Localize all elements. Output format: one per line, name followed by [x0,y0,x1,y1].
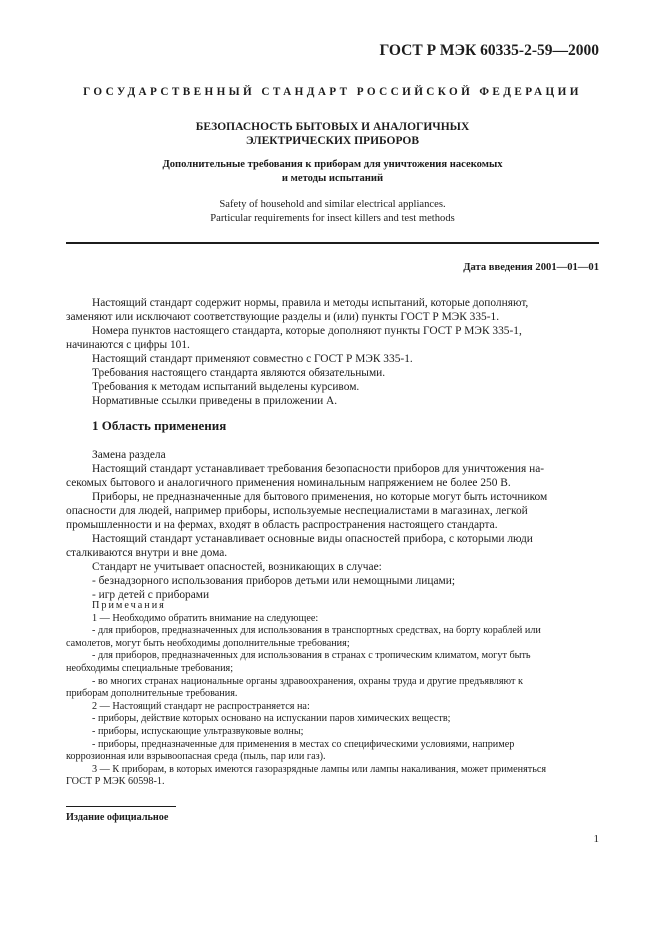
section-heading: 1 Область применения [92,418,227,433]
intro-line: Требования к методам испытаний выделены курсивом. [92,381,360,393]
note-line: ГОСТ Р МЭК 60598-1. [66,776,165,788]
title-divider [66,242,599,244]
english-title-line: Safety of household and similar electrical appliances. [219,199,446,210]
note-line: необходимы специальные требования; [66,662,234,674]
note-line: самолетов, могут быть необходимы дополнительные требования; [66,637,350,649]
main-title-line: ЭЛЕКТРИЧЕСКИХ ПРИБОРОВ [245,135,420,147]
state-standard-title: ГОСУДАРСТВЕННЫЙ СТАНДАРТ РОССИЙСКОЙ ФЕДЕРАЦИИ [83,86,582,98]
note-line: 2 — Настоящий стандарт не распространяется на: [92,700,310,712]
intro-line: Нормативные ссылки приведены в приложении А. [92,395,338,407]
note-line: - для приборов, предназначенных для использования в странах с тропическим климатом, могут быть [92,650,531,662]
subtitle-line: Дополнительные требования к приборам для уничтожения насекомых [162,159,503,170]
english-title-line: Particular requirements for insect killers and test methods [210,213,455,224]
main-title [66,120,599,148]
note-line: - во многих странах национальные органы здравоохранения, охраны труда и другие предъявляют к [92,675,523,687]
scope-line: Приборы, не предназначенные для бытового применения, но которые могут быть источником [92,491,548,503]
note-line: - приборы, предназначенные для применения в местах со специфическими условиями, например [92,738,515,750]
scope-line: Настоящий стандарт устанавливает требования безопасности приборов для уничтожения на- [92,463,545,475]
scope-line: Настоящий стандарт устанавливает основные виды опасностей прибора, с которыми люди [92,533,533,545]
intro-line: заменяют или исключают соответствующие разделы и (или) пункты ГОСТ Р МЭК 335-1. [66,311,500,323]
introduction-date: Дата введения 2001—01—01 [463,262,599,273]
scope-line: Стандарт не учитывает опасностей, возникающих в случае: [92,561,382,573]
intro-line: начинаются с цифры 101. [66,339,190,351]
subtitle [66,158,599,185]
page-number: 1 [593,833,599,845]
note-line: - для приборов, предназначенных для использования в транспортных средствах, на борту кораблей или [92,625,541,637]
intro-line: Требования настоящего стандарта являются обязательными. [92,367,386,379]
note-line: - приборы, действие которых основано на испускании паров химических веществ; [92,713,451,725]
note-line: - приборы, испускающие ультразвуковые волны; [92,725,304,737]
scope-text [66,448,599,602]
intro-line: Номера пунктов настоящего стандарта, которые дополняют пункты ГОСТ Р МЭК 335-1, [92,325,522,337]
scope-line: - безнадзорного использования приборов детьми или немощными лицами; [92,575,455,587]
subtitle-line: и методы испытаний [281,172,384,184]
footer-divider [66,806,176,807]
note-line: приборам дополнительные требования. [66,688,238,700]
official-edition-label: Издание официальное [66,812,169,823]
scope-line: опасности для людей, например приборы, используемые неспециалистами в магазинах, легкой [66,505,528,517]
scope-line: сталкиваются внутри и вне дома. [66,547,228,559]
intro-line: Настоящий стандарт содержит нормы, правила и методы испытаний, которые дополняют, [92,297,529,309]
note-line: 3 — К приборам, в которых имеются газоразрядные лампы или лампы накаливания, может применяться [92,763,547,775]
note-line: коррозионная или взрывоопасная среда (пыль, пар или газ). [66,751,326,763]
main-title-line: БЕЗОПАСНОСТЬ БЫТОВЫХ И АНАЛОГИЧНЫХ [195,121,470,133]
scope-line: - игр детей с приборами [92,589,210,601]
document-code: ГОСТ Р МЭК 60335-2-59—2000 [379,42,599,59]
notes-label: Примечания [92,600,166,611]
notes-block [66,600,599,789]
intro-line: Настоящий стандарт применяют совместно с ГОСТ Р МЭК 335-1. [92,353,413,365]
note-line: 1 — Необходимо обратить внимание на следующее: [92,612,319,624]
scope-line: Замена раздела [92,449,166,461]
english-title [66,198,599,226]
introduction-text [66,296,599,408]
scope-line: промышленности и на фермах, входят в область распространения настоящего стандарта. [66,519,498,531]
scope-line: секомых бытового и аналогичного применения номинальным напряжением не более 250 В. [66,477,511,489]
